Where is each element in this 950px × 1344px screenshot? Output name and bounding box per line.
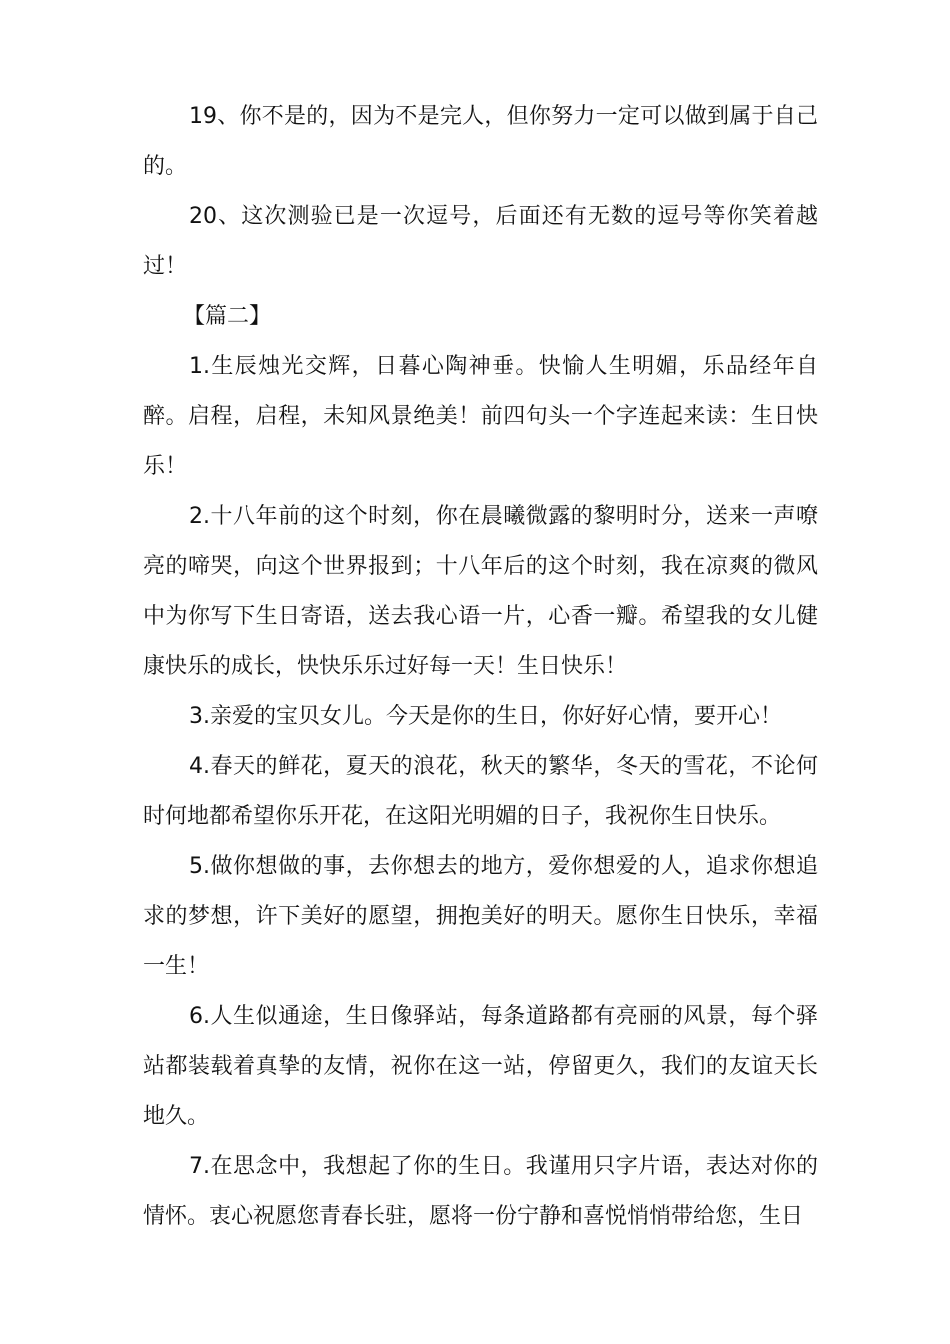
paragraph-5: 5.做你想做的事，去你想去的地方，爱你想爱的人，追求你想追求的梦想，许下美好的愿望，拥抱美好的明天。愿你生日快乐，幸福一生！ bbox=[143, 854, 818, 979]
paragraph-7: 7.在思念中，我想起了你的生日。我谨用只字片语，表达对你的情怀。衷心祝愿您青春长驻，愿将一份宁静和喜悦悄悄带给您，生日 bbox=[143, 1154, 818, 1229]
paragraph-1: 1.生辰烛光交辉，日暮心陶神垂。快愉人生明媚，乐品经年自醉。启程，启程，未知风景绝美！前四句头一个字连起来读：生日快乐！ bbox=[143, 354, 818, 479]
paragraph-4: 4.春天的鲜花，夏天的浪花，秋天的繁华，冬天的雪花，不论何时何地都希望你乐开花，在这阳光明媚的日子，我祝你生日快乐。 bbox=[143, 754, 818, 829]
document-body bbox=[143, 92, 818, 1242]
paragraph-3: 3.亲爱的宝贝女儿。今天是你的生日，你好好心情，要开心！ bbox=[189, 704, 782, 729]
paragraph-2: 2.十八年前的这个时刻，你在晨曦微露的黎明时分，送来一声嘹亮的啼哭，向这个世界报到；十八年后的这个时刻，我在凉爽的微风中为你写下生日寄语，送去我心语一片，心香一瓣。希望我的女儿健康快乐的成长，快快乐乐过好每一天！生日快乐！ bbox=[143, 504, 818, 679]
paragraph-20: 20、这次测验已是一次逗号，后面还有无数的逗号等你笑着越过！ bbox=[143, 204, 818, 279]
section-heading: 【篇二】 bbox=[183, 304, 272, 329]
paragraph-19: 19、你不是的，因为不是完人，但你努力一定可以做到属于自己的。 bbox=[143, 104, 818, 179]
paragraph-6: 6.人生似通途，生日像驿站，每条道路都有亮丽的风景，每个驿站都装载着真挚的友情，祝你在这一站，停留更久，我们的友谊天长地久。 bbox=[143, 1004, 818, 1129]
